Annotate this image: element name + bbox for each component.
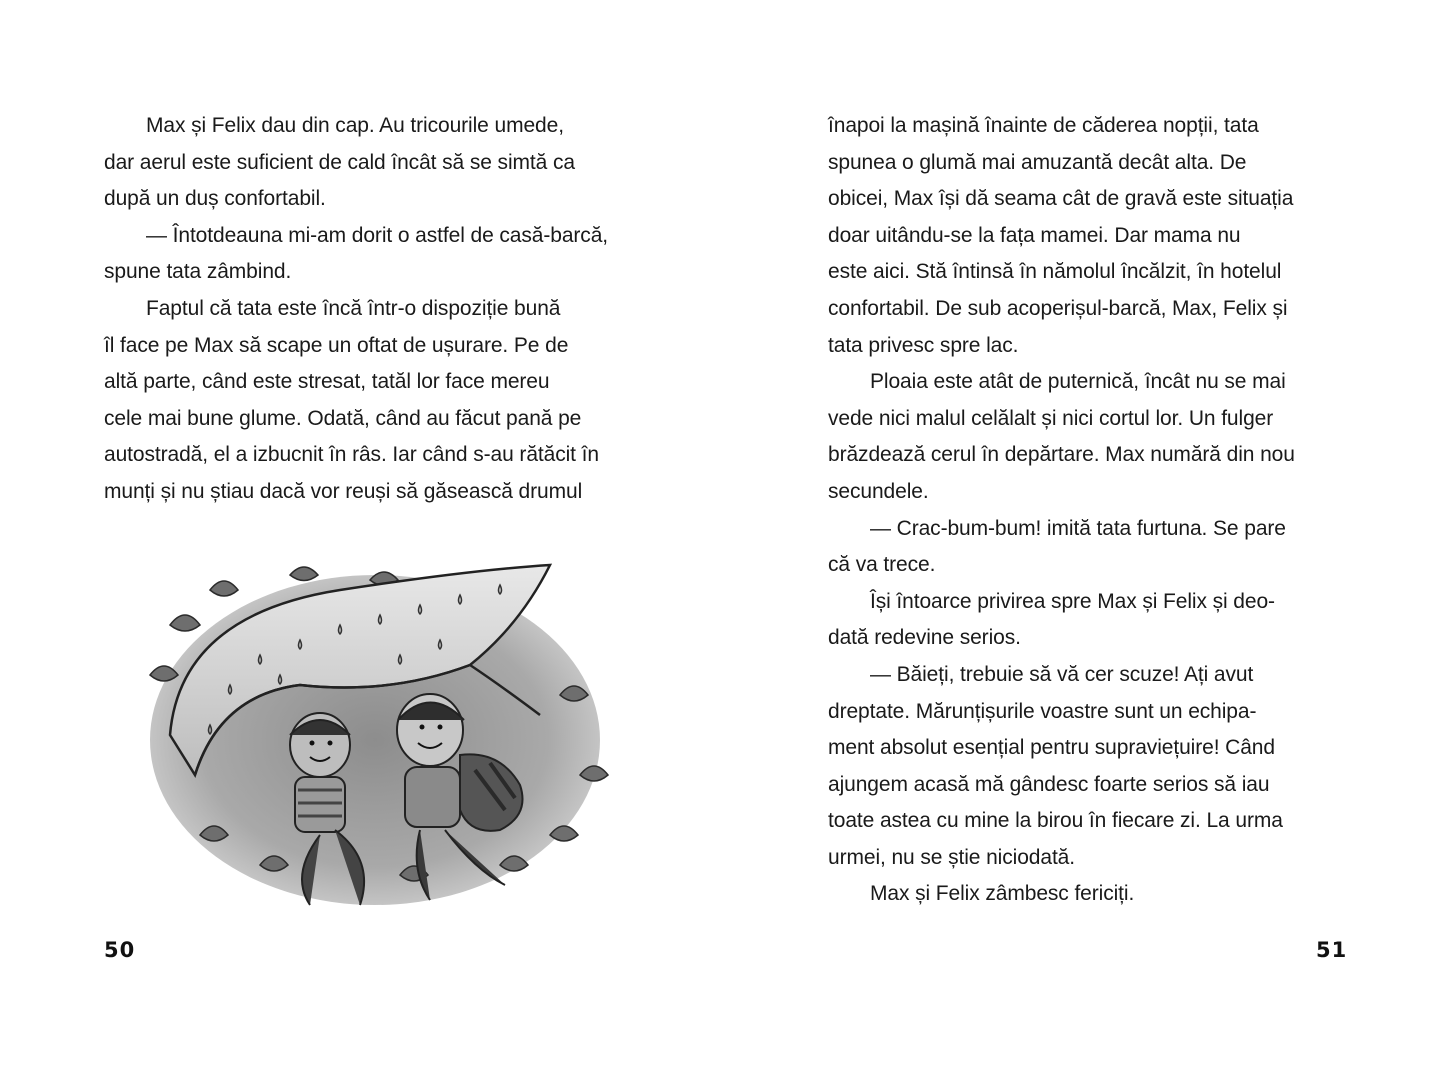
text-line: dreptate. Mărunțișurile voastre sunt un echipa- (828, 699, 1257, 723)
right-page-text (828, 108, 1348, 913)
text-line: spune tata zâmbind. (104, 260, 292, 284)
text-line: dată redevine serios. (828, 626, 1021, 650)
boys-under-boat-illustration (140, 545, 630, 915)
left-page (0, 0, 722, 1083)
left-page-text (104, 108, 644, 511)
text-line: obicei, Max își dă seama cât de gravă este situația (828, 187, 1294, 211)
page-number-right: 51 (1316, 938, 1348, 962)
right-page (723, 0, 1445, 1083)
text-line: Faptul că tata este încă într-o dispoziție bună (146, 296, 561, 320)
text-line: că va trece. (828, 553, 936, 577)
text-line: Își întoarce privirea spre Max și Felix și deo- (870, 589, 1275, 613)
text-line: confortabil. De sub acoperișul-barcă, Max, Felix și (828, 296, 1288, 320)
text-line: vede nici malul celălalt și nici cortul lor. Un fulger (828, 406, 1274, 430)
text-line: spunea o glumă mai amuzantă decât alta. De (828, 150, 1247, 174)
text-line: dar aerul este suficient de cald încât să se simtă ca (104, 150, 575, 174)
text-line: brăzdează cerul în depărtare. Max numără din nou (828, 443, 1295, 467)
text-line: munți și nu știau dacă vor reuși să găsească drumul (104, 479, 583, 503)
text-line: secundele. (828, 479, 929, 503)
text-line: altă parte, când este stresat, tatăl lor face mereu (104, 370, 550, 394)
text-line: este aici. Stă întinsă în nămolul încălzit, în hotelul (828, 260, 1282, 284)
text-line: urmei, nu se știe niciodată. (828, 845, 1075, 869)
text-line: — Crac-bum-bum! imită tata furtuna. Se pare (870, 516, 1286, 540)
text-line: doar uitându-se la fața mamei. Dar mama nu (828, 223, 1241, 247)
text-line: — Întotdeauna mi-am dorit o astfel de casă-barcă, (146, 223, 609, 247)
text-line: înapoi la mașină înainte de căderea nopții, tata (828, 114, 1259, 137)
text-line: — Băieți, trebuie să vă cer scuze! Ați avut (870, 662, 1254, 686)
text-line: Max și Felix zâmbesc fericiți. (870, 882, 1135, 906)
text-line: toate astea cu mine la birou în fiecare zi. La urma (828, 809, 1283, 833)
text-line: ajungem acasă mă gândesc foarte serios să iau (828, 772, 1270, 796)
text-line: autostradă, el a izbucnit în râs. Iar când s-au rătăcit în (104, 443, 599, 467)
text-line: Ploaia este atât de puternică, încât nu se mai (870, 370, 1286, 394)
text-line: cele mai bune glume. Odată, când au făcut pană pe (104, 406, 582, 430)
page-number-left: 50 (104, 938, 136, 962)
text-line: după un duș confortabil. (104, 187, 326, 211)
text-line: îl face pe Max să scape un oftat de ușurare. Pe de (104, 333, 569, 357)
text-line: Max și Felix dau din cap. Au tricourile umede, (146, 114, 564, 137)
text-line: ment absolut esențial pentru supraviețuire! Când (828, 736, 1275, 760)
text-line: tata privesc spre lac. (828, 333, 1019, 357)
